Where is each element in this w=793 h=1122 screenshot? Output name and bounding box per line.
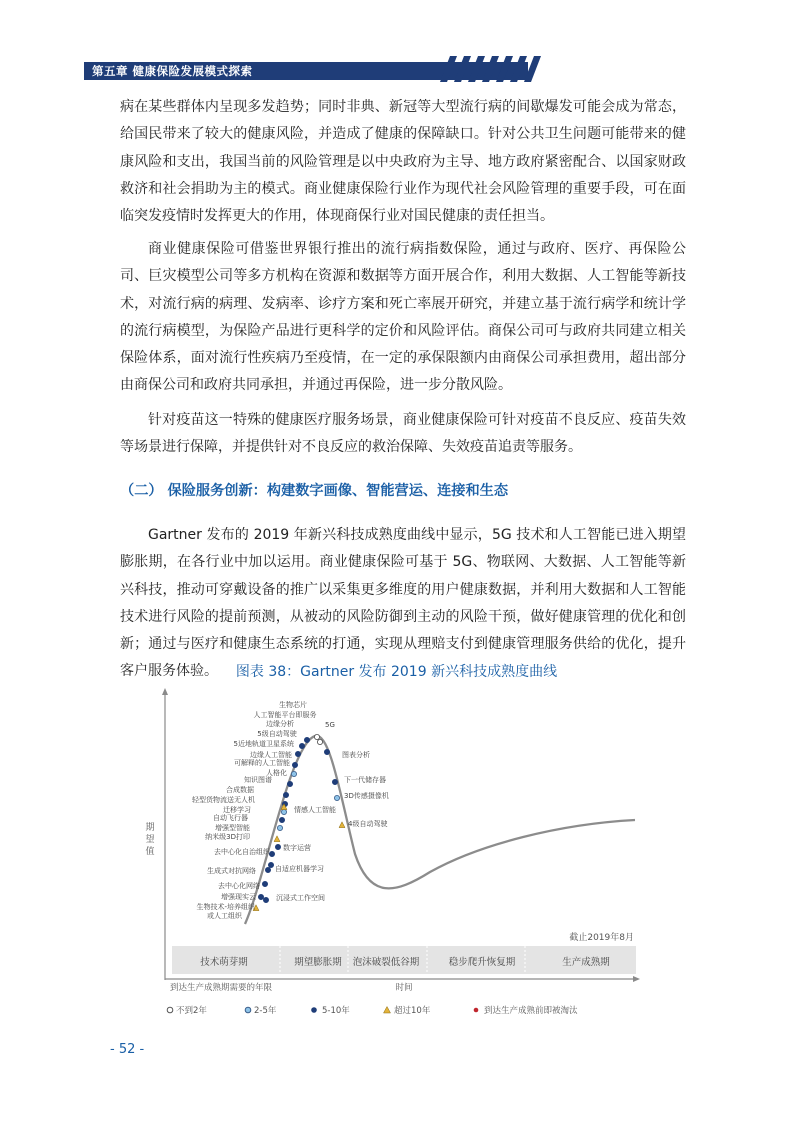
tech-label-23: 下一代储存器 xyxy=(344,776,386,784)
hype-cycle-figure xyxy=(130,684,660,1024)
phase-label-plateau: 生产成熟期 xyxy=(562,957,610,968)
legend-marker-lt2 xyxy=(167,1007,173,1013)
legend-label-2to5: 2-5年 xyxy=(254,1006,277,1016)
phase-label-slope: 稳步爬升恢复期 xyxy=(448,957,516,968)
legend xyxy=(167,1005,578,1016)
tech-marker-7 xyxy=(292,762,297,767)
figure-caption: 图表 38：Gartner 发布 2019 新兴科技成熟度曲线 xyxy=(235,664,558,680)
body-paragraph-3: 针对疫苗这一特殊的健康医疗服务场景，商业健康保险可针对疫苗不良反应、疫苗失效等场景进行保障，并提供针对不良反应的救治保障、失效疫苗追责等服务。 xyxy=(120,412,686,456)
tech-label-18: 增强现实云 xyxy=(221,893,256,901)
tech-marker-21 xyxy=(317,739,322,744)
phase-label-peak: 期望膨胀期 xyxy=(294,957,342,968)
legend-label-5to10: 5-10年 xyxy=(322,1006,350,1016)
tech-label-14: 纳米级3D打印 xyxy=(205,833,250,841)
tech-label-13: 增强型智能 xyxy=(215,824,250,832)
phase-label-trough: 泡沫破裂低谷期 xyxy=(352,957,420,968)
legend-marker-5to10 xyxy=(311,1007,317,1013)
tech-marker-14 xyxy=(277,825,282,830)
x-axis-label: 时间 xyxy=(395,983,413,993)
technology-labels xyxy=(192,700,389,920)
tech-label-1: 人工智能平台即服务 xyxy=(253,711,317,719)
tech-label-21: 5G xyxy=(325,721,335,729)
phase-label-trigger: 技术萌芽期 xyxy=(200,957,248,968)
tech-label-8: 知识图谱 xyxy=(244,776,272,784)
tech-marker-29 xyxy=(263,897,268,902)
tech-marker-15 xyxy=(274,836,280,842)
legend-label-gt10: 超过10年 xyxy=(394,1006,431,1016)
tech-label-16: 生成式对抗网络 xyxy=(207,867,256,875)
tech-marker-26 xyxy=(339,822,345,828)
tech-label-0: 生物芯片 xyxy=(279,701,307,709)
legend-marker-gt10 xyxy=(384,1007,391,1014)
tech-label-20: 或人工组织 xyxy=(207,912,242,920)
legend-marker-2to5 xyxy=(245,1007,251,1013)
chapter-header-title: 第五章 健康保险发展模式探索 xyxy=(92,64,253,78)
tech-marker-27 xyxy=(275,844,280,849)
tech-marker-9 xyxy=(287,781,292,786)
tech-marker-17 xyxy=(265,867,270,872)
tech-marker-24 xyxy=(334,795,339,800)
date-note: 截止2019年8月 xyxy=(569,933,634,943)
tech-marker-13 xyxy=(279,817,284,822)
tech-label-29: 沉浸式工作空间 xyxy=(276,894,325,902)
y-axis-label-3: 值 xyxy=(145,847,155,857)
tech-marker-3 xyxy=(314,734,319,739)
tech-label-17: 去中心化网络 xyxy=(218,882,260,890)
tech-label-4: 5近地轨道卫星系统 xyxy=(233,740,294,748)
header-stripes-decoration xyxy=(436,56,546,82)
tech-label-2: 边缘分析 xyxy=(266,720,294,728)
x-axis-arrow xyxy=(633,976,640,982)
legend-marker-obsolete xyxy=(474,1008,479,1013)
tech-label-12: 自动飞行器 xyxy=(213,814,248,822)
tech-label-11: 迁移学习 xyxy=(223,806,251,814)
tech-marker-5 xyxy=(299,743,304,748)
tech-marker-22 xyxy=(324,749,329,754)
legend-label-obsolete: 到达生产成熟前即被淘汰 xyxy=(484,1006,578,1016)
tech-label-7: 人格化 xyxy=(266,769,287,777)
tech-label-22: 图表分析 xyxy=(342,751,370,759)
y-axis-label-2: 望 xyxy=(145,835,155,845)
legend-label-lt2: 不到2年 xyxy=(176,1006,207,1016)
tech-label-15: 去中心化自治组织 xyxy=(214,848,270,856)
page-number: - 52 - xyxy=(110,1042,145,1057)
tech-label-27: 数字运营 xyxy=(283,844,311,852)
y-axis-arrow xyxy=(162,688,168,695)
tech-marker-28 xyxy=(268,862,273,867)
maturity-axis-label: 到达生产成熟期需要的年限 xyxy=(170,983,273,993)
tech-label-5: 边缘人工智能 xyxy=(250,751,292,759)
tech-label-26: 4级自动驾驶 xyxy=(348,820,388,828)
body-paragraph-2: 商业健康保险可借鉴世界银行推出的流行病指数保险，通过与政府、医疗、再保险公司、巨灾模型公司等多方机构在资源和数据等方面开展合作，利用大数据、人工智能等新技术，对流行病的病理、发病率、诊疗方案和死亡率展开研究，并建立基于流行病学和统计学的流行病模型，为保险产品进行更科学的定价和风险评估。商保公司可与政府共同建立相关保险体系，面对流行性疾病乃至疫情，在一定的承保限额内由商保公司承担费用，超出部分由商保公司和政府共同承担，并通过再保险，进一步分散风险。 xyxy=(120,241,686,394)
tech-label-28: 自适应机器学习 xyxy=(275,865,324,873)
tech-label-19: 生物技术-培养组织 xyxy=(196,903,255,911)
tech-marker-4 xyxy=(304,737,309,742)
tech-label-10: 轻型货物流送无人机 xyxy=(192,796,255,804)
tech-marker-8 xyxy=(291,771,296,776)
section-heading: （二） 保险服务创新：构建数字画像、智能营运、连接和生态 xyxy=(120,483,509,499)
tech-marker-23 xyxy=(332,779,337,784)
tech-marker-19 xyxy=(258,894,263,899)
body-paragraph-1: 病在某些群体内呈现多发趋势；同时非典、新冠等大型流行病的间歇爆发可能会成为常态，给国民带来了较大的健康风险，并造成了健康的保障缺口。针对公共卫生问题可能带来的健康风险和支出，我国当前的风险管理是以中央政府为主导、地方政府紧密配合、以国家财政救济和社会捐助为主的模式。商业健康保险行业作为现代社会风险管理的重要手段，可在面临突发疫情时发挥更大的作用，体现商保行业对国民健康的责任担当。 xyxy=(120,99,686,225)
tech-label-6: 可解释的人工智能 xyxy=(234,759,290,767)
tech-marker-16 xyxy=(269,851,274,856)
tech-label-9: 合成数据 xyxy=(226,786,254,794)
tech-label-3: 5级自动驾驶 xyxy=(257,730,297,738)
tech-label-24: 3D传感摄像机 xyxy=(344,792,389,800)
tech-marker-18 xyxy=(262,881,267,886)
y-axis-label-1: 期 xyxy=(145,823,155,833)
tech-marker-10 xyxy=(283,792,288,797)
tech-label-25: 情感人工智能 xyxy=(294,806,336,814)
tech-marker-12 xyxy=(281,809,286,814)
tech-marker-6 xyxy=(295,751,300,756)
body-paragraph-4: Gartner 发布的 2019 年新兴科技成熟度曲线中显示，5G 技术和人工智能已进入期望膨胀期，在各行业中加以运用。商业健康保险可基于 5G、物联网、大数据、人工智能等新兴科技，推动可穿戴设备的推广以采集更多维度的用户健康数据，并利用大数据和人工智能技术进行风险的提前预测，从被动的风险防御到主动的风险干预，做好健康管理的优化和创新；通过与医疗和健康生态系统的打通，实现从理赔支付到健康管理服务供给的优化，提升客户服务体验。 xyxy=(120,527,686,680)
